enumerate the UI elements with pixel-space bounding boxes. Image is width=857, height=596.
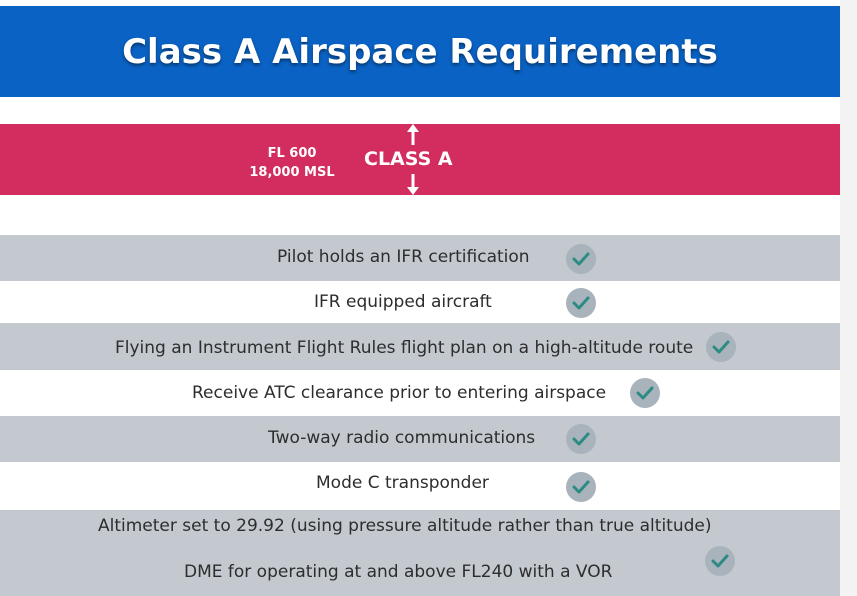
requirement-text: IFR equipped aircraft	[314, 292, 492, 312]
check-icon	[566, 288, 596, 318]
page-title: Class A Airspace Requirements	[122, 31, 718, 72]
scrollbar-track[interactable]	[840, 0, 857, 596]
requirement-text: Flying an Instrument Flight Rules flight plan on a high-altitude route	[115, 338, 694, 358]
check-icon	[706, 332, 736, 362]
requirement-row	[0, 462, 840, 510]
requirement-text: DME for operating at and above FL240 with a VOR	[184, 562, 613, 582]
requirement-text: Altimeter set to 29.92 (using pressure altitude rather than true altitude)	[98, 516, 712, 536]
requirement-text: Pilot holds an IFR certification	[277, 247, 530, 267]
requirement-row	[0, 281, 840, 323]
requirement-row	[0, 235, 840, 281]
check-icon	[705, 546, 735, 576]
check-icon	[566, 424, 596, 454]
class-a-label: CLASS A	[364, 148, 453, 170]
check-icon	[630, 378, 660, 408]
airspace-band	[0, 124, 840, 195]
arrow-down-icon	[405, 174, 421, 196]
requirement-row	[0, 370, 840, 416]
requirement-row	[0, 416, 840, 462]
title-banner	[0, 6, 840, 97]
requirement-row	[0, 323, 840, 370]
requirement-text: Two-way radio communications	[268, 428, 536, 448]
check-icon	[566, 472, 596, 502]
altitude-limits	[236, 144, 348, 182]
upper-limit-label: FL 600	[267, 146, 317, 161]
check-icon	[566, 244, 596, 274]
lower-limit-label: 18,000 MSL	[249, 165, 335, 180]
requirement-text: Mode C transponder	[316, 473, 489, 493]
requirement-row-group	[0, 510, 840, 596]
requirement-text: Receive ATC clearance prior to entering airspace	[192, 383, 607, 403]
arrow-up-icon	[405, 124, 421, 146]
